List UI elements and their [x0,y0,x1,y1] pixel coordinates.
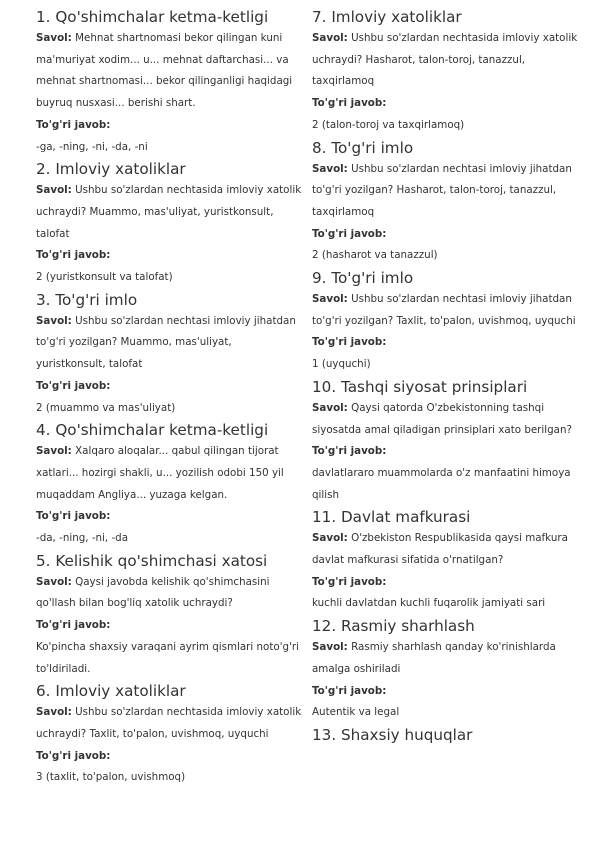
question-text [312,528,582,571]
left-column [36,6,302,789]
question-label: Savol: [36,575,72,588]
answer-text: 2 (yuristkonsult va talofat) [36,271,173,284]
question-text [36,441,302,506]
question-title: 4. Qo'shimchalar ketma-ketligi [36,421,269,440]
answer-label: To'g'ri javob: [312,445,387,458]
question-title: 1. Qo'shimchalar ketma-ketligi [36,8,269,26]
question-body: Rasmiy sharhlash qanday ko'rinishlarda amalga oshiriladi [312,641,556,675]
question-text [36,28,302,115]
question-title: 5. Kelishik qo'shimchasi xatosi [36,551,268,570]
question-block [312,615,582,724]
question-body: Ushbu so'zlardan nechtasida imloviy xatolik uchraydi? Hasharot, talon-toroj, tanazzul, taxqirlamoq [312,32,578,88]
answer-label: To'g'ri javob: [36,249,111,262]
question-text [312,289,582,332]
question-body: Ushbu so'zlardan nechtasida imloviy xatolik uchraydi? Taxlit, to'palon, uvishmoq, uyquchi [36,706,302,740]
question-text [36,311,302,376]
answer-label: To'g'ri javob: [36,510,111,523]
question-label: Savol: [36,184,72,197]
answer-text: 2 (hasharot va tanazzul) [312,249,438,262]
question-block [36,158,302,289]
question-block [36,289,302,420]
answer-text: 1 (uyquchi) [312,358,371,371]
question-text [36,702,302,745]
question-title: 9. To'g'ri imlo [312,269,414,288]
question-block [312,6,582,137]
question-label: Savol: [36,32,72,44]
question-block [312,506,582,615]
question-title: 3. To'g'ri imlo [36,290,138,309]
question-label: Savol: [312,641,348,654]
question-title: 12. Rasmiy sharhlash [312,617,475,636]
answer-text: Ko'pincha shaxsiy varaqani ayrim qismlari noto'g'ri to'ldiriladi. [36,640,299,675]
question-text [36,180,302,245]
question-body: Qaysi javobda kelishik qo'shimchasini qo'llash bilan bog'liq xatolik uchraydi? [36,575,270,610]
question-text [312,398,582,441]
question-body: Ushbu so'zlardan nechtasida imloviy xatolik uchraydi? Muammo, mas'uliyat, yuristkonsult, talofat [36,184,302,240]
question-block [312,137,582,268]
question-body: O'zbekiston Respublikasida qaysi mafkura davlat mafkurasi sifatida o'rnatilgan? [312,532,568,567]
answer-text: davlatlararo muammolarda o'z manfaatini himoya qilish [312,466,571,501]
answer-label: To'g'ri javob: [36,118,111,131]
question-body: Xalqaro aloqalar... qabul qilingan tijorat xatlari... hozirgi shakli, u... yozilish odobi 150 yil muqaddam Angliya... yuzaga kelgan. [36,445,284,501]
answer-text: Autentik va legal [312,706,400,719]
question-text [312,637,582,680]
question-title: 11. Davlat mafkurasi [312,508,471,527]
question-body: Ushbu so'zlardan nechtasi imloviy jihatdan to'g'ri yozilgan? Taxlit, to'palon, uvishmoq, uyquchi [312,293,576,327]
question-title: 13. Shaxsiy huquqlar [312,725,473,744]
answer-label: To'g'ri javob: [312,684,387,697]
question-block [36,680,302,789]
question-block [312,724,582,746]
question-label: Savol: [312,162,348,175]
answer-label: To'g'ri javob: [312,336,387,349]
answer-text: -ga, -ning, -ni, -da, -ni [36,140,148,153]
answer-label: To'g'ri javob: [312,97,387,110]
question-title: 10. Tashqi siyosat prinsiplari [312,377,528,396]
question-block [36,419,302,550]
question-label: Savol: [36,706,72,719]
answer-label: To'g'ri javob: [312,227,387,240]
question-title: 7. Imloviy xatoliklar [312,8,462,26]
answer-text: 2 (muammo va mas'uliyat) [36,401,176,414]
right-column [312,6,582,746]
question-text [312,28,582,93]
answer-text: 2 (talon-toroj va taxqirlamoq) [312,118,465,131]
answer-label: To'g'ri javob: [312,575,387,588]
answer-text: 3 (taxlit, to'palon, uvishmoq) [36,771,186,784]
question-body: Ushbu so'zlardan nechtasi imloviy jihatdan to'g'ri yozilgan? Muammo, mas'uliyat, yuristkonsult, talofat [36,314,296,371]
question-label: Savol: [312,532,348,545]
question-block [312,376,582,507]
question-block [36,550,302,681]
question-text [36,572,302,615]
question-title: 2. Imloviy xatoliklar [36,160,186,179]
question-block [36,6,302,158]
question-label: Savol: [36,445,72,458]
question-label: Savol: [312,293,348,306]
question-label: Savol: [312,32,348,44]
answer-label: To'g'ri javob: [36,619,111,632]
answer-text: -da, -ning, -ni, -da [36,532,129,545]
question-block [312,267,582,376]
answer-label: To'g'ri javob: [36,749,111,762]
question-text [312,159,582,224]
question-body: Qaysi qatorda O'zbekistonning tashqi siyosatda amal qiladigan prinsiplari xato berilgan? [312,401,572,436]
answer-text: kuchli davlatdan kuchli fuqarolik jamiyati sari [312,597,546,610]
question-title: 8. To'g'ri imlo [312,138,414,157]
answer-label: To'g'ri javob: [36,379,111,392]
question-title: 6. Imloviy xatoliklar [36,682,186,701]
question-body: Ushbu so'zlardan nechtasi imloviy jihatdan to'g'ri yozilgan? Hasharot, talon-toroj, tanazzul, taxqirlamoq [312,162,572,218]
question-body: Mehnat shartnomasi bekor qilingan kuni ma'muriyat xodim... u... mehnat daftarchasi... va mehnat shartnomasi... bekor qilinganligi haqidagi buyruq nusxasi... berishi shart. [36,32,293,110]
question-label: Savol: [36,314,72,327]
question-label: Savol: [312,401,348,414]
